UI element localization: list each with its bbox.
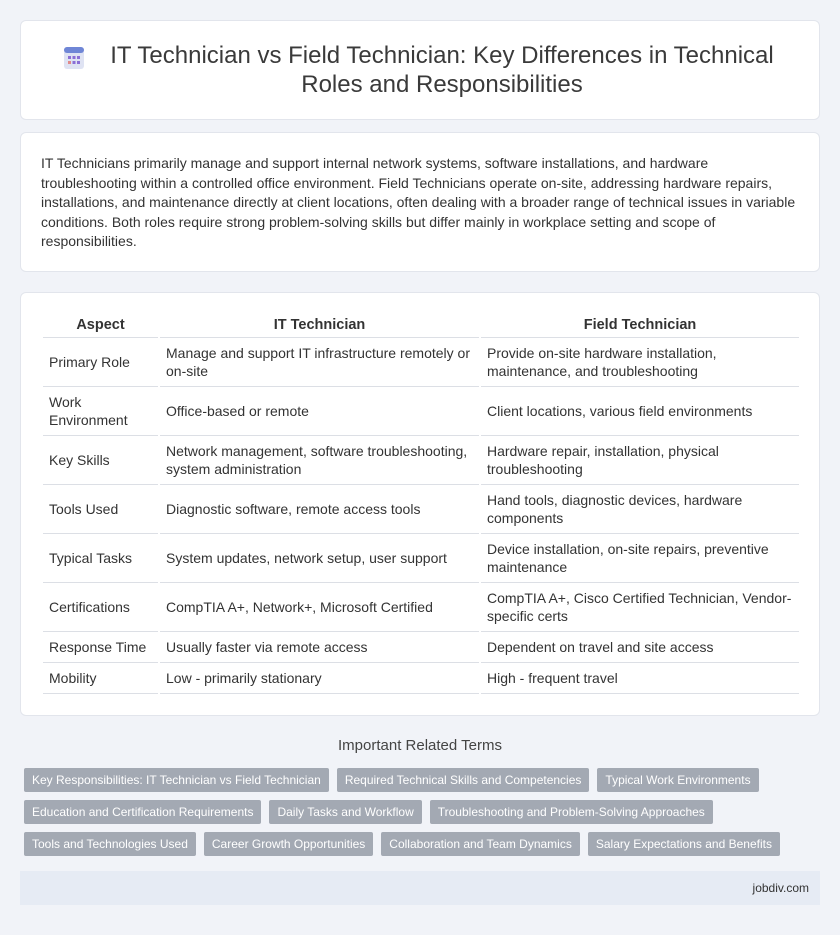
- it-technician-cell: Usually faster via remote access: [159, 631, 480, 662]
- table-row: [43, 582, 799, 631]
- header-field-technician: Field Technician: [480, 313, 799, 337]
- related-term-tag[interactable]: Key Responsibilities: IT Technician vs Field Technician: [24, 768, 329, 792]
- field-technician-cell: Dependent on travel and site access: [480, 631, 799, 662]
- tag-row: [24, 832, 824, 856]
- title-card: [20, 20, 820, 120]
- related-term-tag[interactable]: Typical Work Environments: [597, 768, 758, 792]
- field-technician-cell: Hardware repair, installation, physical troubleshooting: [480, 435, 799, 484]
- aspect-cell: Tools Used: [43, 484, 159, 533]
- it-technician-cell: Low - primarily stationary: [159, 662, 480, 693]
- it-technician-cell: Diagnostic software, remote access tools: [159, 484, 480, 533]
- field-technician-cell: High - frequent travel: [480, 662, 799, 693]
- table-row: [43, 386, 799, 435]
- comparison-table: [43, 313, 799, 694]
- document-icon: [61, 45, 87, 71]
- table-row: [43, 484, 799, 533]
- intro-paragraph: IT Technicians primarily manage and support internal network systems, software installations, and hardware troubleshooting within a controlled office environment. Field Technicians operate on-site, addressing hardware repairs, installations, and maintenance directly at client locations, often dealing with a broader range of technical issues in variable conditions. Both roles require strong problem-solving skills but differ mainly in workplace setting and scope of responsibilities.: [41, 155, 796, 250]
- table-row: [43, 662, 799, 693]
- table-row: [43, 435, 799, 484]
- field-technician-cell: Device installation, on-site repairs, preventive maintenance: [480, 533, 799, 582]
- it-technician-cell: Network management, software troubleshooting, system administration: [159, 435, 480, 484]
- it-technician-cell: CompTIA A+, Network+, Microsoft Certified: [159, 582, 480, 631]
- it-technician-cell: System updates, network setup, user support: [159, 533, 480, 582]
- related-terms-heading: Important Related Terms: [338, 737, 502, 754]
- it-technician-cell: Office-based or remote: [159, 386, 480, 435]
- field-technician-cell: Provide on-site hardware installation, maintenance, and troubleshooting: [480, 337, 799, 386]
- table-header-row: [43, 313, 799, 337]
- aspect-cell: Response Time: [43, 631, 159, 662]
- field-technician-cell: CompTIA A+, Cisco Certified Technician, Vendor-specific certs: [480, 582, 799, 631]
- tag-row: [24, 768, 824, 792]
- related-term-tag[interactable]: Career Growth Opportunities: [204, 832, 373, 856]
- footer: [20, 871, 820, 905]
- field-technician-cell: Hand tools, diagnostic devices, hardware components: [480, 484, 799, 533]
- aspect-cell: Certifications: [43, 582, 159, 631]
- header-aspect: Aspect: [43, 313, 159, 337]
- related-term-tag[interactable]: Salary Expectations and Benefits: [588, 832, 780, 856]
- aspect-cell: Key Skills: [43, 435, 159, 484]
- aspect-cell: Work Environment: [43, 386, 159, 435]
- related-term-tag[interactable]: Troubleshooting and Problem-Solving Approaches: [430, 800, 713, 824]
- page-title: IT Technician vs Field Technician: Key Differences in Technical Roles and Responsibilities: [110, 42, 774, 98]
- related-term-tag[interactable]: Education and Certification Requirements: [24, 800, 261, 824]
- table-row: [43, 631, 799, 662]
- it-technician-cell: Manage and support IT infrastructure remotely or on-site: [159, 337, 480, 386]
- field-technician-cell: Client locations, various field environments: [480, 386, 799, 435]
- related-terms-list: [24, 768, 824, 864]
- related-term-tag[interactable]: Collaboration and Team Dynamics: [381, 832, 580, 856]
- related-term-tag[interactable]: Daily Tasks and Workflow: [269, 800, 421, 824]
- aspect-cell: Mobility: [43, 662, 159, 693]
- intro-card: [20, 132, 820, 272]
- table-row: [43, 337, 799, 386]
- title-wrap: [21, 41, 819, 99]
- related-term-tag[interactable]: Required Technical Skills and Competencies: [337, 768, 590, 792]
- table-row: [43, 533, 799, 582]
- comparison-card: [20, 292, 820, 716]
- related-term-tag[interactable]: Tools and Technologies Used: [24, 832, 196, 856]
- aspect-cell: Typical Tasks: [43, 533, 159, 582]
- tag-row: [24, 800, 824, 824]
- footer-site-link[interactable]: jobdiv.com: [752, 881, 809, 895]
- aspect-cell: Primary Role: [43, 337, 159, 386]
- header-it-technician: IT Technician: [159, 313, 480, 337]
